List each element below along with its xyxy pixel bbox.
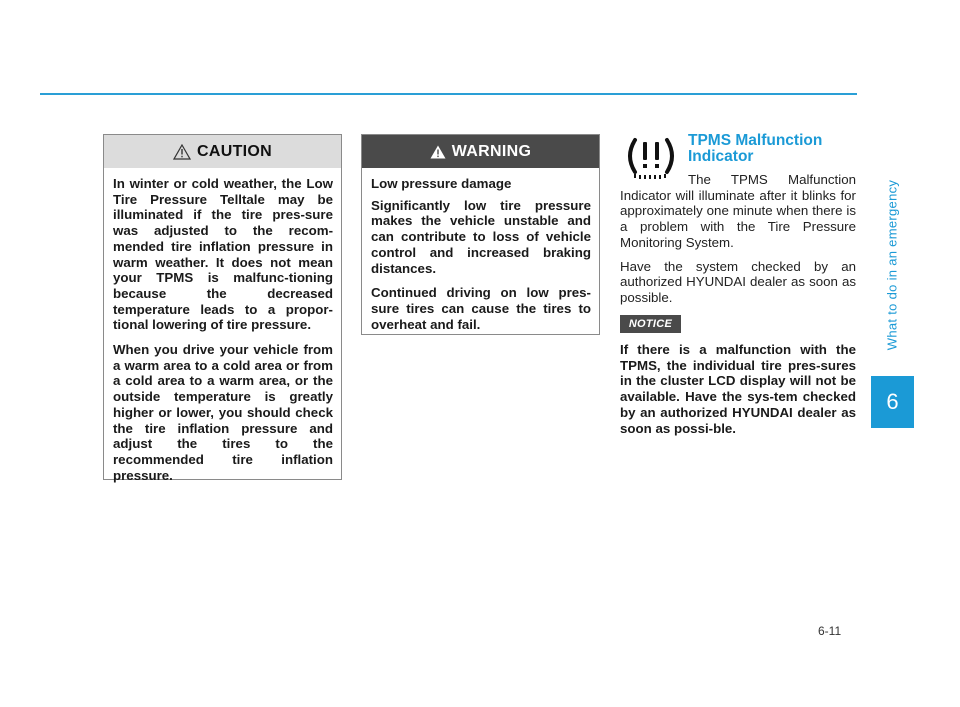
top-rule — [40, 93, 857, 95]
page-number: 6-11 — [818, 624, 842, 638]
tpms-paragraph: The TPMS Malfunction Indicator will illuminate after it blinks for approximately one minute when there is a problem with the Tire Pressure Monitoring System. — [620, 172, 856, 250]
notice-badge: NOTICE — [620, 315, 681, 333]
chapter-tab: 6 — [871, 376, 914, 428]
caution-paragraph: In winter or cold weather, the Low Tire Pressure Telltale may be illuminated if the tire pres-sure was adjusted to the recom-mended tire inflation pressure in warm weather. It does not mean your TPMS is malfunc-tioning because the decreased temperature leads to a propor-tional lowering of tire pressure. — [113, 176, 333, 333]
caution-box — [103, 134, 342, 483]
warning-title: WARNING — [451, 142, 532, 160]
caution-title: CAUTION — [197, 142, 272, 160]
tpms-paragraph: Have the system checked by an authorized HYUNDAI dealer as soon as possible. — [620, 258, 856, 305]
notice-paragraph: If there is a malfunction with the TPMS, the individual tire pres-sures in the cluster LCD display will not be available. Have the sys-tem checked by an authorized HYUNDAI dealer as soon as possi-ble. — [620, 342, 856, 436]
warning-paragraph: Continued driving on low pres-sure tires can cause the tires to overheat and fail. — [371, 285, 591, 332]
section-title: TPMS Malfunction Indicator — [688, 132, 823, 165]
warning-box — [361, 134, 600, 335]
caution-paragraph: When you drive your vehicle from a warm area to a cold area or from a cold area to a warm area, or the outside temperature is greatly higher or lower, you should check the tire inflation pressure and adjust the tires to the recommended tire inflation pressure. — [113, 342, 333, 483]
tpms-body — [620, 172, 856, 314]
chapter-title: What to do in an emergency — [884, 179, 900, 351]
caution-triangle-icon — [173, 144, 191, 160]
warning-triangle-icon — [430, 145, 446, 159]
caution-header — [104, 135, 341, 168]
warning-header — [362, 135, 599, 168]
chapter-side-title — [882, 160, 902, 370]
warning-subtitle: Low pressure damage — [371, 176, 512, 191]
warning-paragraph: Significantly low tire pressure makes the vehicle unstable and can contribute to loss of vehicle control and increased braking distances. — [371, 197, 591, 276]
notice-text — [620, 342, 856, 436]
